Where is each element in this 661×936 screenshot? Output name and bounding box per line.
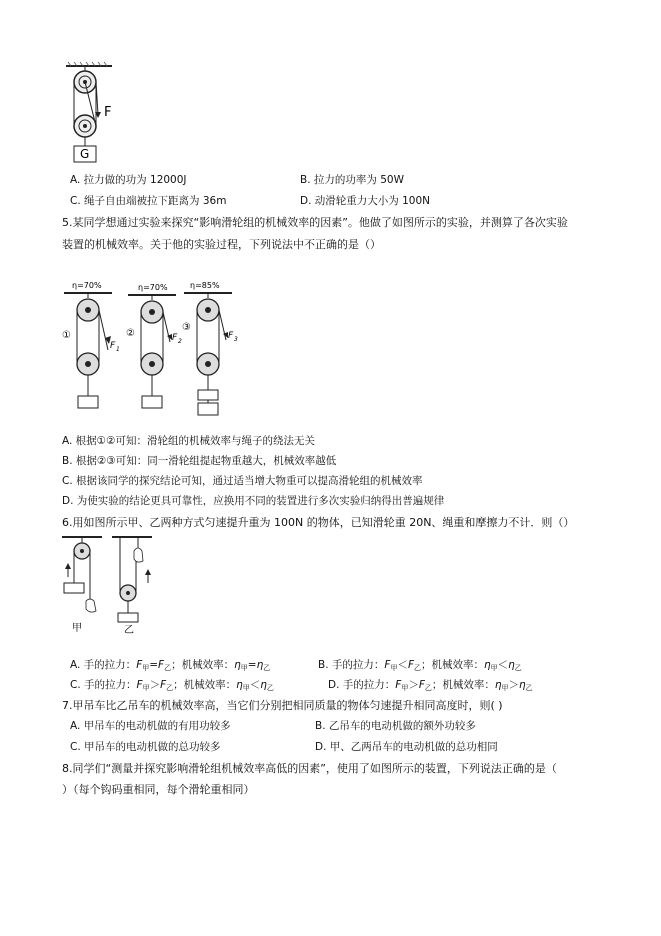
q6-option-d-sub4: 乙 [525, 684, 533, 692]
setup-number-3: ③ [182, 322, 191, 333]
q7-option-d[interactable]: D. 甲、乙两吊车的电动机做的总功相同 [315, 741, 498, 753]
q6-option-d-rel1: ＞ [408, 679, 419, 691]
q6-option-a-eta1: η [234, 659, 241, 671]
q6-option-a-sub4: 乙 [263, 664, 271, 672]
q6-option-c[interactable] [70, 677, 274, 693]
weight-label-g: G [80, 147, 90, 161]
q5-option-a[interactable]: A. 根据①②可知：滑轮组的机械效率与绳子的绕法无关 [62, 435, 315, 447]
q6-option-b-rel1: ＜ [397, 659, 408, 671]
q6-option-b-sub3: 甲 [490, 664, 498, 672]
setup-number-1: ① [62, 330, 71, 341]
q7-option-c[interactable]: C. 甲吊车的电动机做的总功较多 [70, 741, 221, 753]
q6-option-a-f1: F [136, 659, 143, 671]
eta-label-3: η=85% [190, 281, 220, 290]
label-jia: 甲 [72, 623, 82, 634]
q7-option-a[interactable]: A. 甲吊车的电动机做的有用功较多 [70, 720, 231, 732]
label-yi: 乙 [124, 625, 134, 636]
setup-number-2: ② [126, 328, 135, 339]
q6-option-d-f1: F [395, 679, 402, 691]
q6-option-b-eta1: η [483, 659, 491, 671]
q6-option-b-eta2: η [508, 659, 515, 671]
q6-option-b-rel2: ＜ [497, 659, 509, 671]
q7-stem-line1: 7.甲吊车比乙吊车的机械效率高，当它们分别把相同质量的物体匀速提升相同高度时，则( ) [62, 699, 503, 712]
q4-option-b[interactable]: B. 拉力的功率为 50W [300, 174, 404, 186]
q6-option-d[interactable] [328, 677, 533, 693]
q6-option-b-sub2: 乙 [413, 664, 421, 672]
force-label-f3-sub: 3 [234, 336, 238, 343]
q6-option-c-rel2: ＜ [249, 679, 261, 691]
q6-option-c-sub2: 乙 [166, 684, 174, 692]
q4-option-a[interactable]: A. 拉力做的功为 12000J [70, 174, 187, 186]
q6-stem-line1: 6.用如图所示甲、乙两种方式匀速提升重为 100N 的物体，已知滑轮重 20N、绳重和摩擦力不计．则（） [62, 516, 575, 529]
q6-option-a-prefix: A. 手的拉力： [70, 659, 137, 671]
q6-option-b[interactable] [318, 657, 522, 673]
q6-option-b-sub1: 甲 [390, 664, 398, 672]
eta-label-2: η=70% [138, 283, 168, 292]
pulley-figure-q6 [60, 533, 160, 643]
q8-stem-line1: 8.同学们“测量并探究影响滑轮组机械效率高低的因素”，使用了如图所示的装置，下列说法正确的是（ [62, 762, 557, 775]
q5-option-d[interactable]: D. 为使实验的结论更具可靠性，应换用不同的装置进行多次实验归纳得出普遍规律 [62, 495, 445, 507]
q6-option-d-mid: ；机械效率： [431, 679, 495, 691]
q6-option-d-rel2: ＞ [508, 679, 520, 691]
q6-option-b-prefix: B. 手的拉力： [318, 659, 385, 671]
q6-option-c-mid: ；机械效率： [173, 679, 237, 691]
force-label-f2-sub: 2 [178, 338, 182, 345]
force-label-f: F [104, 105, 112, 120]
q6-option-a-sub2: 乙 [164, 664, 172, 672]
q6-option-b-f2: F [407, 659, 414, 671]
pulley-figure-top [60, 58, 140, 168]
q6-option-c-eta2: η [260, 679, 267, 691]
q6-option-c-sub4: 乙 [266, 684, 274, 692]
q6-option-a-eta2: η [256, 659, 264, 671]
q6-option-a-f2: F [158, 659, 165, 671]
q6-option-a-sub3: 甲 [240, 664, 248, 672]
force-label-f3: F [228, 331, 234, 341]
q6-option-c-f1: F [136, 679, 143, 691]
q5-option-c[interactable]: C. 根据该同学的探究结论可知，通过适当增大物重可以提高滑轮组的机械效率 [62, 475, 423, 487]
q6-option-c-prefix: C. 手的拉力： [70, 679, 137, 691]
q6-option-b-mid: ；机械效率： [420, 659, 484, 671]
q7-option-b[interactable]: B. 乙吊车的电动机做的额外功较多 [315, 720, 476, 732]
q6-option-d-sub3: 甲 [501, 684, 509, 692]
q6-option-a-sub1: 甲 [142, 664, 150, 672]
q4-option-d[interactable]: D. 动滑轮重力大小为 100N [300, 195, 430, 207]
eta-label-1: η=70% [72, 281, 102, 290]
q6-option-d-sub1: 甲 [401, 684, 409, 692]
pulley-figure-q5 [60, 278, 260, 428]
q5-option-b[interactable]: B. 根据②③可知：同一滑轮组提起物重越大，机械效率越低 [62, 455, 337, 467]
q6-option-a[interactable] [70, 657, 270, 673]
force-label-f2: F [172, 333, 178, 343]
q6-option-c-sub3: 甲 [242, 684, 250, 692]
q6-option-b-sub4: 乙 [514, 664, 522, 672]
q6-option-d-f2: F [418, 679, 425, 691]
q6-option-b-f1: F [384, 659, 391, 671]
q8-stem-line2: ）（每个钩码重相同，每个滑轮重相同） [62, 783, 255, 796]
q6-option-a-rel2: = [247, 659, 257, 671]
q6-option-c-eta1: η [236, 679, 243, 691]
q6-option-d-eta1: η [494, 679, 502, 691]
q6-option-c-sub1: 甲 [142, 684, 150, 692]
q6-option-d-sub2: 乙 [424, 684, 432, 692]
q6-option-a-rel1: = [149, 659, 159, 671]
q6-option-c-f2: F [160, 679, 167, 691]
q6-option-d-eta2: η [519, 679, 526, 691]
force-label-f1: F [110, 341, 116, 351]
q6-option-d-prefix: D. 手的拉力： [328, 679, 396, 691]
q6-option-a-mid: ；机械效率： [171, 659, 235, 671]
q5-stem-line1: 5.某同学想通过实验来探究“影响滑轮组的机械效率的因素”。他做了如图所示的实验，并测算了各次实验 [62, 216, 568, 229]
q5-stem-line2: 装置的机械效率。关于他的实验过程，下列说法中不正确的是（） [62, 238, 381, 251]
q4-option-c[interactable]: C. 绳子自由端被拉下距离为 36m [70, 195, 227, 207]
q6-option-c-rel1: ＞ [149, 679, 161, 691]
force-label-f1-sub: 1 [116, 346, 120, 353]
